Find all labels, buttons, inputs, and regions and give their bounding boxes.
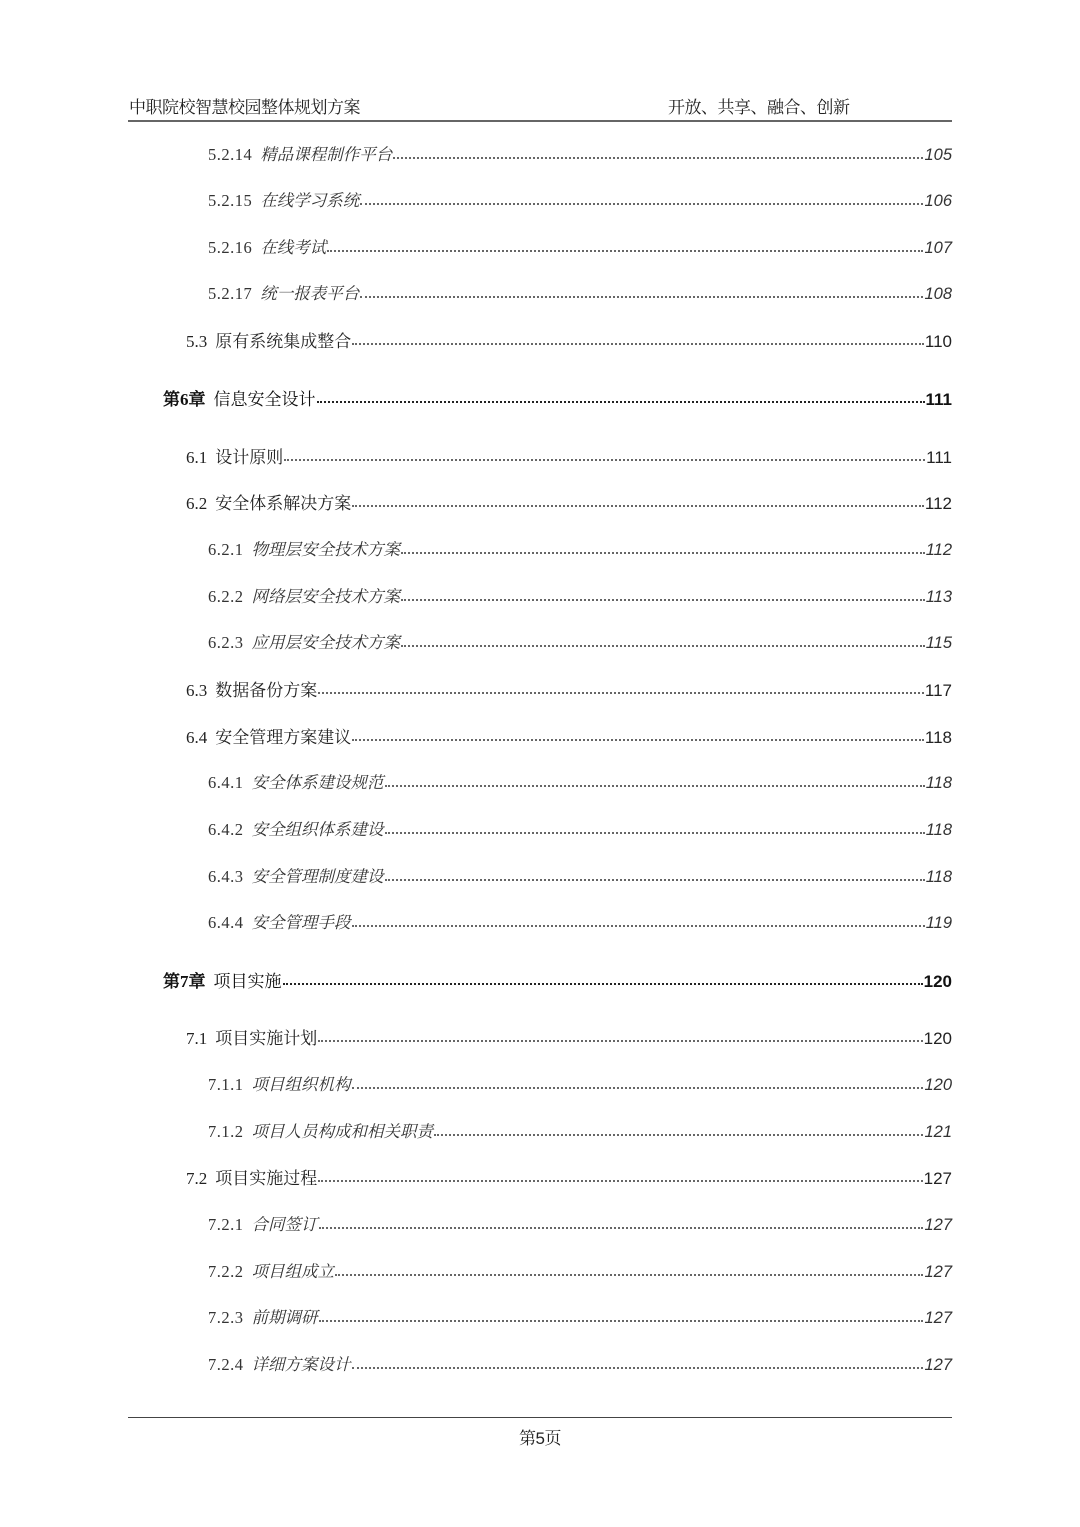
toc-entry-number: 6.2.2 bbox=[208, 587, 244, 606]
toc-entry[interactable] bbox=[208, 1071, 952, 1095]
dot-leader bbox=[352, 739, 924, 741]
toc-entry-title: 项目人员构成和相关职责 bbox=[251, 1123, 433, 1141]
toc-entry-title: 合同签订 bbox=[251, 1216, 318, 1234]
toc-chapter-entry[interactable] bbox=[163, 967, 952, 991]
toc-entry-title: 项目组成立 bbox=[251, 1263, 334, 1281]
dot-leader bbox=[401, 599, 925, 601]
dot-leader bbox=[318, 1180, 922, 1182]
toc-entry-page: 112 bbox=[924, 494, 952, 513]
toc-entry-title: 网络层安全技术方案 bbox=[251, 588, 400, 606]
toc-entry-title: 应用层安全技术方案 bbox=[251, 634, 400, 652]
toc-entry-title: 项目实施计划 bbox=[215, 1029, 318, 1048]
toc-entry-number: 6.2.1 bbox=[208, 540, 244, 559]
toc-entry-page: 107 bbox=[924, 239, 952, 257]
toc-entry-page: 112 bbox=[925, 541, 952, 559]
toc-entry-number: 5.2.16 bbox=[208, 238, 253, 257]
toc-entry-page: 127 bbox=[924, 1309, 952, 1327]
toc-entry-page: 118 bbox=[924, 728, 952, 747]
toc-entry[interactable] bbox=[186, 1024, 952, 1048]
toc-entry-number: 7.1.1 bbox=[208, 1075, 244, 1094]
toc-entry-title: 安全管理制度建设 bbox=[251, 868, 384, 886]
toc-entry-title: 物理层安全技术方案 bbox=[251, 541, 400, 559]
footer-page-number: 第5页 bbox=[519, 1429, 561, 1448]
dot-leader bbox=[327, 250, 923, 252]
dot-leader bbox=[284, 459, 925, 461]
toc-entry-title: 安全管理方案建议 bbox=[215, 728, 352, 747]
toc-entry[interactable] bbox=[208, 583, 952, 607]
toc-entry-page: 127 bbox=[924, 1356, 952, 1374]
toc-entry[interactable] bbox=[186, 489, 952, 513]
toc-entry-page: 117 bbox=[924, 681, 952, 700]
header-slogan: 开放、共享、融合、创新 bbox=[668, 98, 850, 117]
toc-entry-number: 第7章 bbox=[163, 972, 206, 991]
toc-entry[interactable] bbox=[208, 1258, 952, 1282]
toc-entry-number: 6.4.4 bbox=[208, 913, 244, 932]
toc-entry[interactable] bbox=[208, 1211, 952, 1235]
toc-entry-number: 6.3 bbox=[186, 681, 208, 700]
toc-entry[interactable] bbox=[208, 1304, 952, 1328]
toc-entry-page: 127 bbox=[924, 1263, 952, 1281]
toc-entry-number: 7.2.3 bbox=[208, 1308, 244, 1327]
toc-entry-number: 5.3 bbox=[186, 332, 208, 351]
toc-entry-page: 111 bbox=[925, 390, 952, 409]
toc-entry-number: 6.4.3 bbox=[208, 867, 244, 886]
dot-leader bbox=[385, 832, 925, 834]
toc-entry-number: 7.1 bbox=[186, 1029, 208, 1048]
toc-entry-page: 127 bbox=[923, 1169, 952, 1188]
dot-leader bbox=[283, 983, 923, 985]
toc-entry-number: 6.4.2 bbox=[208, 820, 244, 839]
toc-entry-title: 在线考试 bbox=[260, 239, 327, 257]
dot-leader bbox=[385, 879, 925, 881]
toc-entry[interactable] bbox=[208, 234, 952, 258]
toc-entry-title: 项目实施 bbox=[213, 972, 282, 991]
dot-leader bbox=[385, 785, 925, 787]
toc-entry-title: 安全组织体系建设 bbox=[251, 821, 384, 839]
toc-entry[interactable] bbox=[208, 1351, 952, 1375]
toc-entry[interactable] bbox=[208, 909, 952, 933]
toc-entry[interactable] bbox=[186, 443, 952, 467]
toc-entry-page: 111 bbox=[926, 448, 952, 467]
toc-entry-page: 113 bbox=[925, 588, 952, 606]
header-document-title: 中职院校智慧校园整体规划方案 bbox=[129, 98, 360, 117]
toc-entry-page: 110 bbox=[924, 332, 952, 351]
toc-entry[interactable] bbox=[208, 141, 952, 165]
dot-leader bbox=[352, 925, 925, 927]
dot-leader bbox=[393, 157, 923, 159]
toc-entry-page: 108 bbox=[924, 285, 952, 303]
toc-entry-number: 第6章 bbox=[163, 390, 206, 409]
toc-entry-number: 5.2.15 bbox=[208, 191, 253, 210]
toc-entry-number: 6.2 bbox=[186, 494, 208, 513]
toc-entry-title: 前期调研 bbox=[251, 1309, 318, 1327]
toc-entry[interactable] bbox=[186, 327, 952, 351]
toc-entry-page: 118 bbox=[925, 821, 952, 839]
toc-entry-title: 数据备份方案 bbox=[215, 681, 318, 700]
toc-entry[interactable] bbox=[208, 816, 952, 840]
toc-entry-page: 120 bbox=[923, 1029, 952, 1048]
toc-entry-title: 安全体系建设规范 bbox=[251, 774, 384, 792]
toc-entry-title: 设计原则 bbox=[215, 448, 284, 467]
toc-entry-number: 6.1 bbox=[186, 448, 208, 467]
header-divider bbox=[128, 120, 952, 122]
toc-chapter-entry[interactable] bbox=[163, 385, 952, 409]
toc-entry-number: 7.2.2 bbox=[208, 1262, 244, 1281]
toc-entry[interactable] bbox=[186, 723, 952, 747]
toc-entry-number: 7.2.1 bbox=[208, 1215, 244, 1234]
toc-entry-title: 详细方案设计 bbox=[251, 1356, 351, 1374]
toc-entry-number: 5.2.14 bbox=[208, 145, 253, 164]
footer-divider bbox=[128, 1417, 952, 1418]
toc-entry-page: 118 bbox=[925, 774, 952, 792]
toc-entry-number: 6.4.1 bbox=[208, 773, 244, 792]
dot-leader bbox=[352, 505, 924, 507]
dot-leader bbox=[352, 1087, 924, 1089]
toc-entry-page: 105 bbox=[924, 146, 952, 164]
toc-entry-title: 项目实施过程 bbox=[215, 1169, 318, 1188]
dot-leader bbox=[352, 343, 924, 345]
dot-leader bbox=[360, 203, 923, 205]
toc-entry-title: 在线学习系统 bbox=[260, 192, 360, 210]
toc-entry[interactable] bbox=[208, 187, 952, 211]
toc-entry[interactable] bbox=[186, 1164, 952, 1188]
toc-entry-page: 120 bbox=[924, 1076, 952, 1094]
toc-entry-page: 121 bbox=[924, 1123, 952, 1141]
toc-entry-title: 信息安全设计 bbox=[213, 390, 316, 409]
toc-entry-title: 统一报表平台 bbox=[260, 285, 360, 303]
toc-entry[interactable] bbox=[208, 863, 952, 887]
dot-leader bbox=[318, 1040, 922, 1042]
toc-entry-page: 119 bbox=[925, 914, 952, 932]
dot-leader bbox=[319, 1227, 924, 1229]
toc-entry-page: 115 bbox=[925, 634, 952, 652]
toc-entry-number: 5.2.17 bbox=[208, 284, 253, 303]
dot-leader bbox=[335, 1274, 923, 1276]
toc-entry-number: 7.2.4 bbox=[208, 1355, 244, 1374]
toc-entry-title: 项目组织机构 bbox=[251, 1076, 351, 1094]
toc-entry[interactable] bbox=[186, 676, 952, 700]
dot-leader bbox=[401, 552, 925, 554]
toc-entry[interactable] bbox=[208, 629, 952, 653]
toc-entry-number: 6.4 bbox=[186, 728, 208, 747]
dot-leader bbox=[434, 1134, 923, 1136]
toc-entry-number: 7.2 bbox=[186, 1169, 208, 1188]
toc-entry-page: 106 bbox=[924, 192, 952, 210]
toc-entry-page: 127 bbox=[924, 1216, 952, 1234]
toc-entry-title: 安全管理手段 bbox=[251, 914, 351, 932]
dot-leader bbox=[318, 692, 924, 694]
toc-entry-page: 120 bbox=[923, 972, 952, 991]
toc-entry[interactable] bbox=[208, 769, 952, 793]
toc-entry-page: 118 bbox=[925, 868, 952, 886]
dot-leader bbox=[317, 401, 925, 403]
toc-entry[interactable] bbox=[208, 280, 952, 304]
toc-entry[interactable] bbox=[208, 1118, 952, 1142]
toc-entry[interactable] bbox=[208, 536, 952, 560]
dot-leader bbox=[360, 296, 923, 298]
dot-leader bbox=[319, 1320, 924, 1322]
toc-entry-title: 精品课程制作平台 bbox=[260, 146, 393, 164]
dot-leader bbox=[352, 1367, 924, 1369]
toc-entry-number: 7.1.2 bbox=[208, 1122, 244, 1141]
dot-leader bbox=[401, 645, 925, 647]
toc-entry-title: 原有系统集成整合 bbox=[215, 332, 352, 351]
toc-entry-title: 安全体系解决方案 bbox=[215, 494, 352, 513]
toc-entry-number: 6.2.3 bbox=[208, 633, 244, 652]
